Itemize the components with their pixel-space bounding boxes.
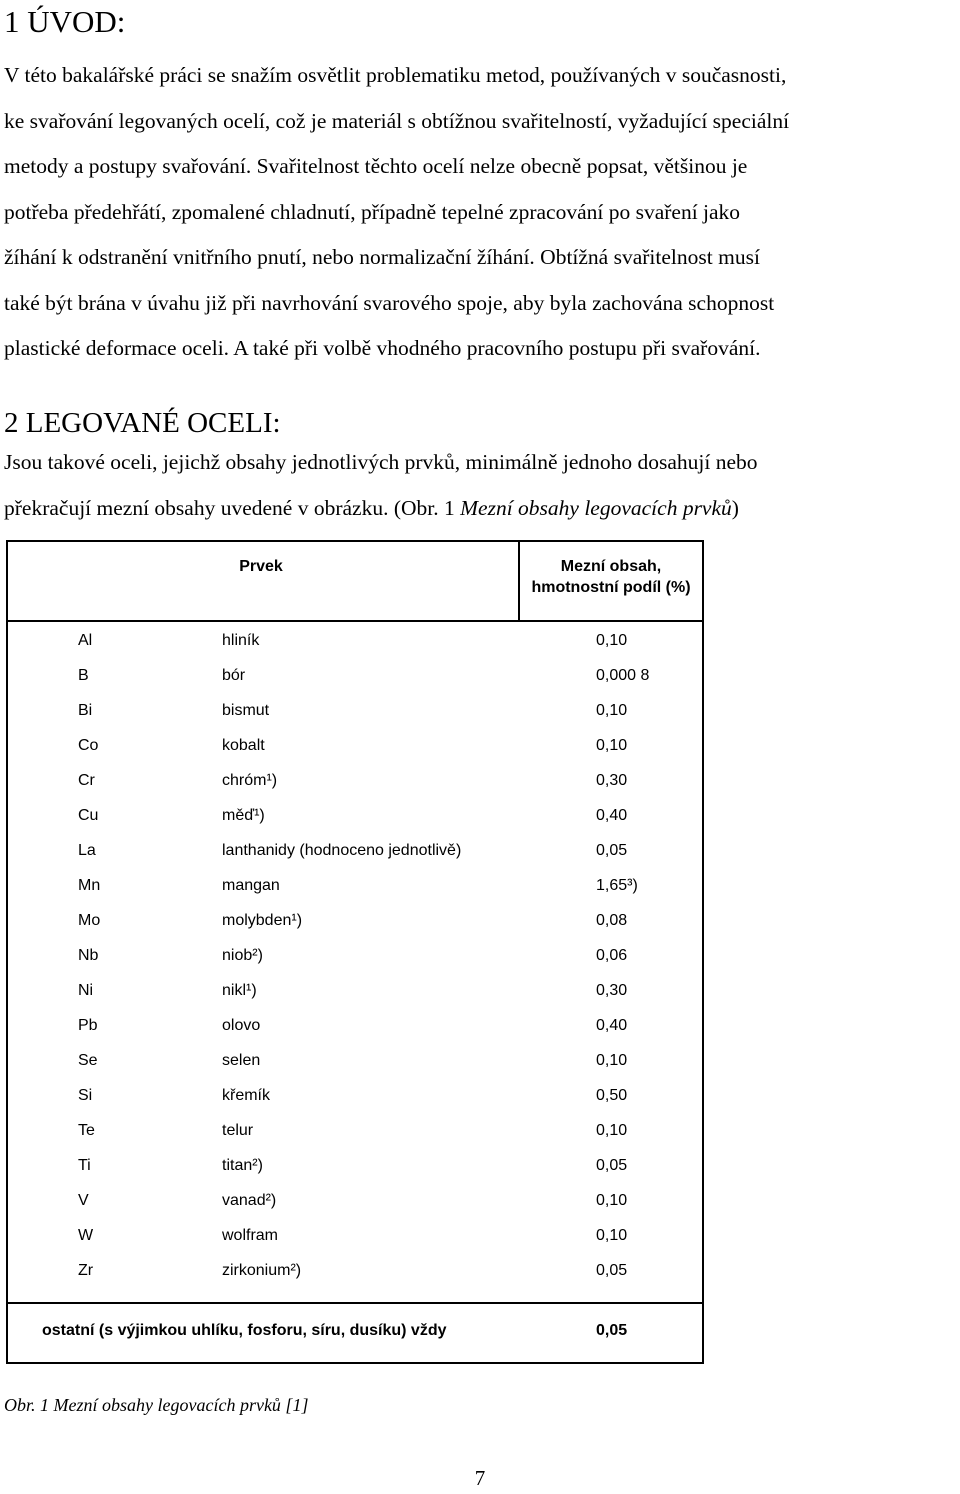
table-left-border (6, 540, 8, 1364)
header-limit (520, 556, 702, 598)
element-name: bismut (222, 702, 270, 719)
element-name: telur (222, 1122, 254, 1139)
header-element: Prvek (239, 558, 283, 575)
element-name: wolfram (222, 1227, 279, 1244)
header-limit-line: Mezní obsah, (560, 558, 662, 575)
element-limit-value: 0,05 (596, 1157, 628, 1174)
element-symbol: Mo (78, 912, 101, 929)
element-limit-value: 0,05 (596, 842, 628, 859)
alloy-limits-table (6, 540, 706, 1364)
element-symbol: Al (78, 632, 93, 649)
element-symbol: Zr (78, 1262, 94, 1279)
element-name: bór (222, 667, 246, 684)
paragraph-line: ke svařování legovaných ocelí, což je materiál s obtížnou svařitelností, vyžadující speciální (4, 108, 790, 133)
element-symbol: W (78, 1227, 94, 1244)
element-limit-value: 0,10 (596, 1052, 628, 1069)
element-symbol: Ni (78, 982, 94, 999)
element-limit-value: 0,10 (596, 702, 628, 719)
element-name: nikl¹) (222, 982, 257, 999)
paragraph-line: V této bakalářské práci se snažím osvětlit problematiku metod, používaných v současnosti, (4, 63, 787, 87)
table-top-border (6, 540, 704, 542)
element-limit-value: 0,10 (596, 1192, 628, 1209)
element-limit-value: 0,30 (596, 982, 628, 999)
element-name: hliník (222, 632, 260, 649)
section-2-heading: 2 LEGOVANÉ OCELI: (4, 407, 281, 439)
paragraph-line: Jsou takové oceli, jejichž obsahy jednotlivých prvků, minimálně jednoho dosahují nebo (4, 450, 758, 474)
paragraph-line: také být brána v úvahu již při navrhování svarového spoje, aby byla zachována schopnost (4, 290, 775, 315)
table-header-rule (6, 620, 704, 622)
paragraph-line: žíhání k odstranění vnitřního pnutí, nebo normalizační žíhání. Obtížná svařitelnost musí (4, 245, 760, 269)
element-symbol: Si (78, 1087, 93, 1104)
element-limit-value: 0,08 (596, 912, 628, 929)
paragraph-line: plastické deformace oceli. A také při volbě vhodného pracovního postupu při svařování. (4, 336, 761, 360)
footer-value: 0,05 (596, 1322, 628, 1339)
element-limit-value: 0,30 (596, 772, 628, 789)
element-symbol: V (78, 1192, 89, 1209)
header-limit-line: hmotnostní podíl (%) (531, 579, 691, 596)
element-limit-value: 0,05 (596, 1262, 628, 1279)
element-name: chróm¹) (222, 772, 278, 789)
element-name: kobalt (222, 737, 265, 754)
element-limit-value: 0,000 8 (596, 667, 650, 684)
element-name: selen (222, 1052, 261, 1069)
element-symbol: Ti (78, 1157, 91, 1174)
element-limit-value: 0,40 (596, 807, 628, 824)
element-limit-value: 1,65³) (596, 877, 638, 894)
element-limit-value: 0,10 (596, 1227, 628, 1244)
table-bottom-border (6, 1362, 704, 1364)
element-symbol: Se (78, 1052, 98, 1069)
figure-caption: Obr. 1 Mezní obsahy legovacích prvků [1] (4, 1395, 309, 1415)
element-limit-value: 0,50 (596, 1087, 628, 1104)
element-symbol: Mn (78, 877, 101, 894)
section-2-paragraph (4, 440, 956, 531)
text-span: překračují mezní obsahy uvedené v obrázku. (Obr. 1 (4, 495, 461, 520)
element-limit-value: 0,40 (596, 1017, 628, 1034)
table-footer-rule (6, 1302, 704, 1304)
element-symbol: Bi (78, 702, 93, 719)
element-symbol: La (78, 842, 96, 859)
element-name: olovo (222, 1017, 261, 1034)
figure-reference: Mezní obsahy legovacích prvků (460, 495, 732, 520)
element-name: lanthanidy (hodnoceno jednotlivě) (222, 842, 462, 859)
element-name: měď¹) (222, 807, 265, 824)
element-limit-value: 0,10 (596, 632, 628, 649)
paragraph-line: metody a postupy svařování. Svařitelnost těchto ocelí nelze obecně popsat, většinou je (4, 154, 748, 178)
element-name: mangan (222, 877, 280, 894)
footer-label: ostatní (s výjimkou uhlíku, fosforu, síru, dusíku) vždy (42, 1322, 447, 1339)
paragraph-line: potřeba předehřátí, zpomalené chladnutí, případně tepelné zpracování po svaření jako (4, 199, 741, 224)
element-symbol: Co (78, 737, 99, 754)
page-number: 7 (474, 1466, 486, 1490)
element-symbol: Pb (78, 1017, 98, 1034)
element-symbol: Te (78, 1122, 95, 1139)
element-limit-value: 0,06 (596, 947, 628, 964)
element-name: křemík (222, 1087, 270, 1104)
text-span: ) (731, 495, 739, 520)
section-1-paragraph (4, 53, 956, 372)
element-name: vanad²) (222, 1192, 277, 1209)
element-symbol: Cr (78, 772, 95, 789)
section-1-heading: 1 ÚVOD: (4, 4, 126, 39)
element-name: zirkonium²) (222, 1262, 302, 1279)
element-symbol: B (78, 667, 89, 684)
element-name: molybden¹) (222, 912, 303, 929)
element-name: niob²) (222, 947, 263, 964)
element-symbol: Cu (78, 807, 99, 824)
paragraph-line (4, 486, 956, 532)
element-limit-value: 0,10 (596, 1122, 628, 1139)
element-name: titan²) (222, 1157, 263, 1174)
element-limit-value: 0,10 (596, 737, 628, 754)
table-right-border (702, 540, 704, 1364)
element-symbol: Nb (78, 947, 99, 964)
